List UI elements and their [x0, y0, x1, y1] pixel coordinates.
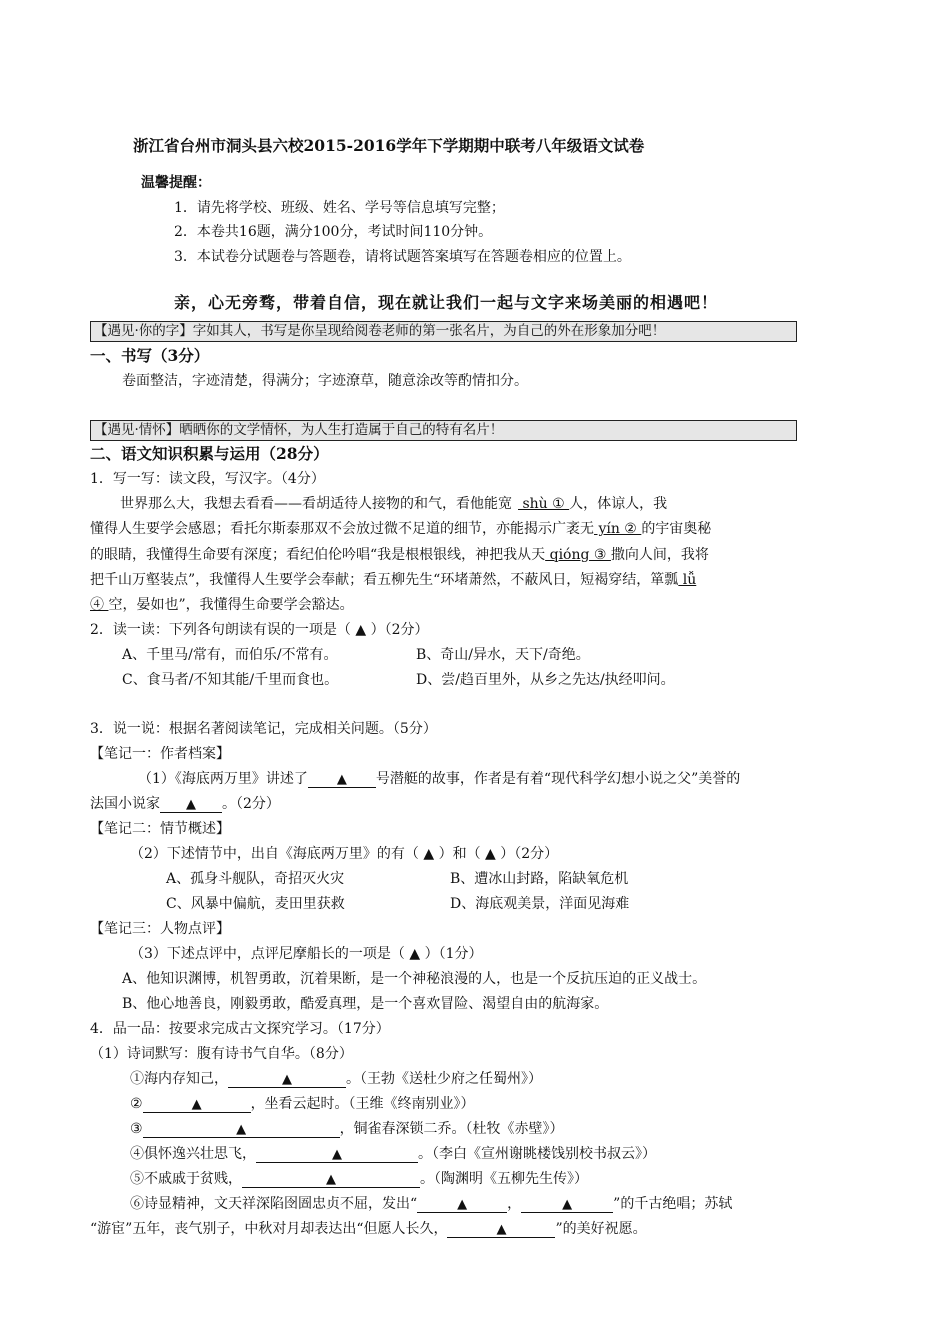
- answer-blank[interactable]: [256, 1146, 418, 1163]
- q3-n1-text: （1）《海底两万里》讲述了: [138, 771, 308, 787]
- q1-line: [90, 595, 354, 615]
- q4-text: ”的美好祝愿。: [555, 1221, 647, 1237]
- q3-option-b: B、遭冰山封路，陷缺氧危机: [450, 871, 629, 887]
- q4-item-2: [130, 1094, 475, 1114]
- q4-text: 。（陶渊明《五柳先生传》）: [420, 1171, 588, 1187]
- q1-text: 把千山万壑装点”，我懂得人生要学会奉献；看五柳先生“环堵萧然，不蔽风日，短褐穿结，箪瓢: [90, 572, 679, 588]
- q4-text: ，: [507, 1196, 522, 1212]
- q4-item-4: [130, 1144, 656, 1164]
- section2-heading: 二、语文知识积累与运用（28分）: [90, 444, 329, 463]
- q4-text: ②: [130, 1096, 143, 1112]
- q4-stem: 4．品一品：按要求完成古文探究学习。（17分）: [90, 1021, 390, 1037]
- blank-marker: ▲: [282, 1072, 292, 1087]
- blank-marker: ▲: [191, 1097, 202, 1112]
- q3-stem: 3．说一说：根据名著阅读笔记，完成相关问题。（5分）: [90, 721, 437, 737]
- q4-item-5: [130, 1169, 588, 1189]
- q1-text: 撒向人间，我将: [610, 547, 709, 563]
- q4-item-6: [130, 1194, 732, 1214]
- q1-blank-4: ④: [90, 597, 109, 613]
- blank-marker: ▲: [186, 797, 196, 812]
- q1-text: 的眼睛，我懂得生命要有深度；看纪伯伦吟唱“我是根根银线，神把我从天: [90, 547, 546, 563]
- q4-text: ①海内存知己，: [130, 1071, 228, 1087]
- banner-literature: 【遇见·情怀】晒晒你的文学情怀，为人生打造属于自己的特有名片！: [90, 420, 797, 441]
- q4-text: ⑤不戚戚于贫贱，: [130, 1171, 242, 1187]
- banner-handwriting: 【遇见·你的字】字如其人，书写是你呈现给阅卷老师的第一张名片，为自己的外在形象加分吧！: [90, 321, 797, 342]
- blank-marker: ▲: [496, 1222, 507, 1237]
- q3-n3-option-a: A、他知识渊博，机智勇敢，沉着果断，是一个神秘浪漫的人，也是一个反抗压迫的正义战士。: [122, 971, 707, 987]
- q2-option-c: C、食马者/不知其能/千里而食也。: [122, 672, 339, 688]
- q3-n3: （3）下述点评中，点评尼摩船长的一项是（ ▲ ）（1分）: [130, 946, 483, 962]
- q3-n1-text: 号潜艇的故事，作者是有着“现代科学幻想小说之父”美誉的: [375, 771, 741, 787]
- blank-marker: ▲: [562, 1197, 573, 1212]
- page-title: 浙江省台州市洞头县六校2015-2016学年下学期期中联考八年级语文试卷: [133, 136, 645, 155]
- answer-blank[interactable]: [143, 1096, 251, 1113]
- answer-blank[interactable]: [417, 1196, 507, 1213]
- q1-line: [90, 545, 709, 565]
- answer-blank[interactable]: [521, 1196, 613, 1213]
- q3-note1: 【笔记一：作者档案】: [90, 746, 230, 762]
- q3-option-a: A、孤身斗舰队，奇招灭火灾: [166, 871, 345, 887]
- q4-text: ，铜雀春深锁二乔。（杜牧《赤壁》）: [339, 1121, 564, 1137]
- q3-option-d: D、海底观美景，洋面见海难: [450, 896, 630, 912]
- section1-heading: 一、书写（3分）: [90, 346, 210, 365]
- q3-n1-text: 法国小说家: [90, 796, 160, 812]
- q3-n2: （2）下述情节中，出自《海底两万里》的有（ ▲ ）和（ ▲ ）（2分）: [130, 846, 559, 862]
- blank-marker: ▲: [326, 1172, 336, 1187]
- q4-sub1: （1）诗词默写：腹有诗书气自华。（8分）: [90, 1046, 353, 1062]
- q1-text: 懂得人生要学会感恩；看托尔斯泰那双不会放过微不足道的细节，亦能揭示广袤无: [90, 521, 594, 537]
- q1-text: 世界那么大，我想去看看——看胡适待人接物的和气，看他能宽: [120, 496, 512, 512]
- section1-text: 卷面整洁，字迹清楚，得满分；字迹潦草，随意涂改等酌情扣分。: [122, 373, 528, 389]
- q1-text: 空，晏如也”，我懂得生命要学会豁达。: [108, 597, 354, 613]
- q4-item-6-cont: [90, 1219, 647, 1239]
- answer-blank[interactable]: [447, 1221, 555, 1238]
- reminder-heading: 温馨提醒：: [141, 175, 211, 191]
- reminder-item: 3．本试卷分试题卷与答题卷，请将试题答案填写在答题卷相应的位置上。: [174, 249, 631, 265]
- q4-text: 。（王勃《送杜少府之任蜀州》）: [346, 1071, 542, 1087]
- answer-blank[interactable]: [308, 771, 376, 788]
- q4-text: 。（李白《宣州谢眺楼饯别校书叔云》）: [418, 1146, 656, 1162]
- q1-blank-2: yín ②: [594, 521, 642, 537]
- q1-blank-1: shù ①: [518, 496, 570, 512]
- q2-stem: 2．读一读：下列各句朗读有误的一项是（ ▲ ）（2分）: [90, 622, 429, 638]
- motto: 亲，心无旁骛，带着自信，现在就让我们一起与文字来场美丽的相遇吧！: [174, 293, 719, 312]
- answer-blank[interactable]: [242, 1171, 420, 1188]
- blank-marker: ▲: [332, 1147, 342, 1162]
- q1-blank-4: lǚ: [678, 572, 697, 588]
- blank-marker: ▲: [457, 1197, 468, 1212]
- q1-line: [90, 570, 696, 590]
- answer-blank[interactable]: [143, 1121, 340, 1138]
- q3-n1-text: 。（2分）: [222, 796, 280, 812]
- answer-blank[interactable]: [160, 796, 222, 813]
- q3-note2: 【笔记二：情节概述】: [90, 821, 230, 837]
- q3-note3: 【笔记三：人物点评】: [90, 921, 230, 937]
- blank-marker: ▲: [236, 1122, 247, 1137]
- q1-blank-3: qióng ③: [545, 547, 611, 563]
- q1-line: [120, 494, 667, 514]
- q4-text: ③: [130, 1121, 143, 1137]
- q4-text: “游宦”五年，丧气别子，中秋对月却表达出“但愿人长久，: [90, 1221, 448, 1237]
- q4-item-1: [130, 1069, 542, 1089]
- q1-text: 人，体谅人，我: [569, 496, 668, 512]
- blank-marker: ▲: [336, 772, 347, 787]
- q3-n1-line: [138, 769, 740, 789]
- q4-text: ，坐看云起时。（王维《终南别业》）: [250, 1096, 475, 1112]
- q4-text: ⑥诗显精神，文天祥深陷囹圄忠贞不屈，发出“: [130, 1196, 418, 1212]
- q4-text: ④俱怀逸兴壮思飞，: [130, 1146, 256, 1162]
- q2-option-b: B、奇山/异水，天下/奇绝。: [416, 647, 590, 663]
- q3-option-c: C、风暴中偏航，麦田里获救: [166, 896, 345, 912]
- answer-blank[interactable]: [228, 1071, 346, 1088]
- reminder-item: 2．本卷共16题，满分100分，考试时间110分钟。: [174, 224, 493, 240]
- q4-text: ”的千古绝唱；苏轼: [613, 1196, 733, 1212]
- q2-option-d: D、尝/趋百里外，从乡之先达/执经叩问。: [416, 672, 675, 688]
- q4-item-3: [130, 1119, 564, 1139]
- reminder-item: 1．请先将学校、班级、姓名、学号等信息填写完整；: [174, 200, 505, 216]
- q3-n3-option-b: B、他心地善良，刚毅勇敢，酷爱真理，是一个喜欢冒险、渴望自由的航海家。: [122, 996, 609, 1012]
- q1-text: 的宇宙奥秘: [641, 521, 712, 537]
- q2-option-a: A、千里马/常有，而伯乐/不常有。: [122, 647, 338, 663]
- q1-line: [90, 519, 711, 539]
- q1-stem: 1．写一写：读文段，写汉字。（4分）: [90, 471, 325, 487]
- q3-n1-line: [90, 794, 280, 814]
